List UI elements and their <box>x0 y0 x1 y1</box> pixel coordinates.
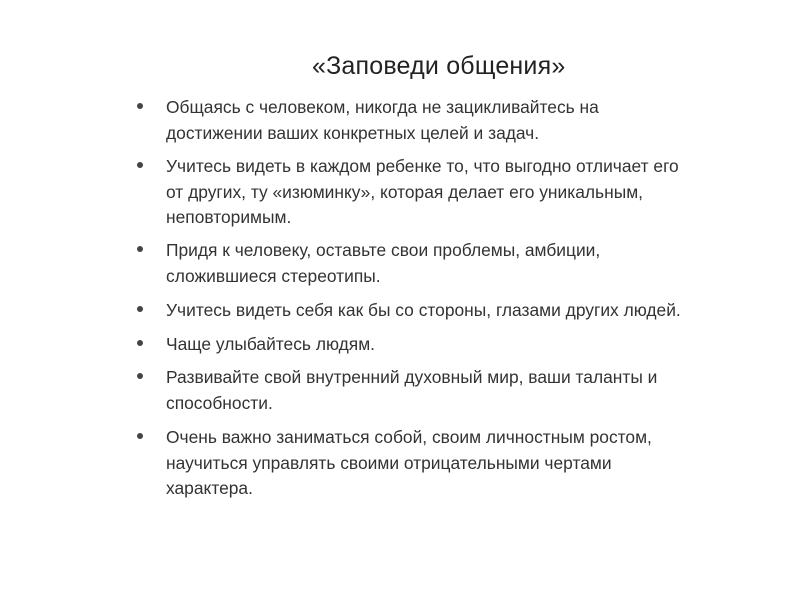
bullet-icon <box>137 103 143 109</box>
bullet-text: Учитесь видеть в каждом ребенке то, что выгодно отличает его от других, ту «изюминку», которая делает его уникальным, неповторимым. <box>166 156 679 227</box>
bullet-icon <box>137 246 143 252</box>
bullet-item <box>137 154 777 231</box>
bullet-icon <box>137 373 143 379</box>
slide-title: «Заповеди общения» <box>312 52 566 80</box>
bullet-item <box>137 332 777 358</box>
bullet-item <box>137 298 777 324</box>
bullet-icon <box>137 433 143 439</box>
bullet-text: Общаясь с человеком, никогда не зацикливайтесь на достижении ваших конкретных целей и задач. <box>166 97 599 143</box>
bullet-icon <box>137 340 143 346</box>
bullet-item <box>137 238 777 289</box>
bullet-icon <box>137 162 143 168</box>
bullet-text: Очень важно заниматься собой, своим личностным ростом, научиться управлять своими отрицательными чертами характера. <box>166 427 652 498</box>
bullet-text: Чаще улыбайтесь людям. <box>166 334 375 354</box>
bullet-item <box>137 95 777 146</box>
bullet-text: Придя к человеку, оставьте свои проблемы, амбиции, сложившиеся стереотипы. <box>166 240 601 286</box>
bullet-icon <box>137 306 143 312</box>
bullet-text: Учитесь видеть себя как бы со стороны, глазами других людей. <box>166 300 681 320</box>
bullet-item <box>137 365 777 416</box>
bullet-item <box>137 425 777 502</box>
bullet-text: Развивайте свой внутренний духовный мир, ваши таланты и способности. <box>166 367 658 413</box>
